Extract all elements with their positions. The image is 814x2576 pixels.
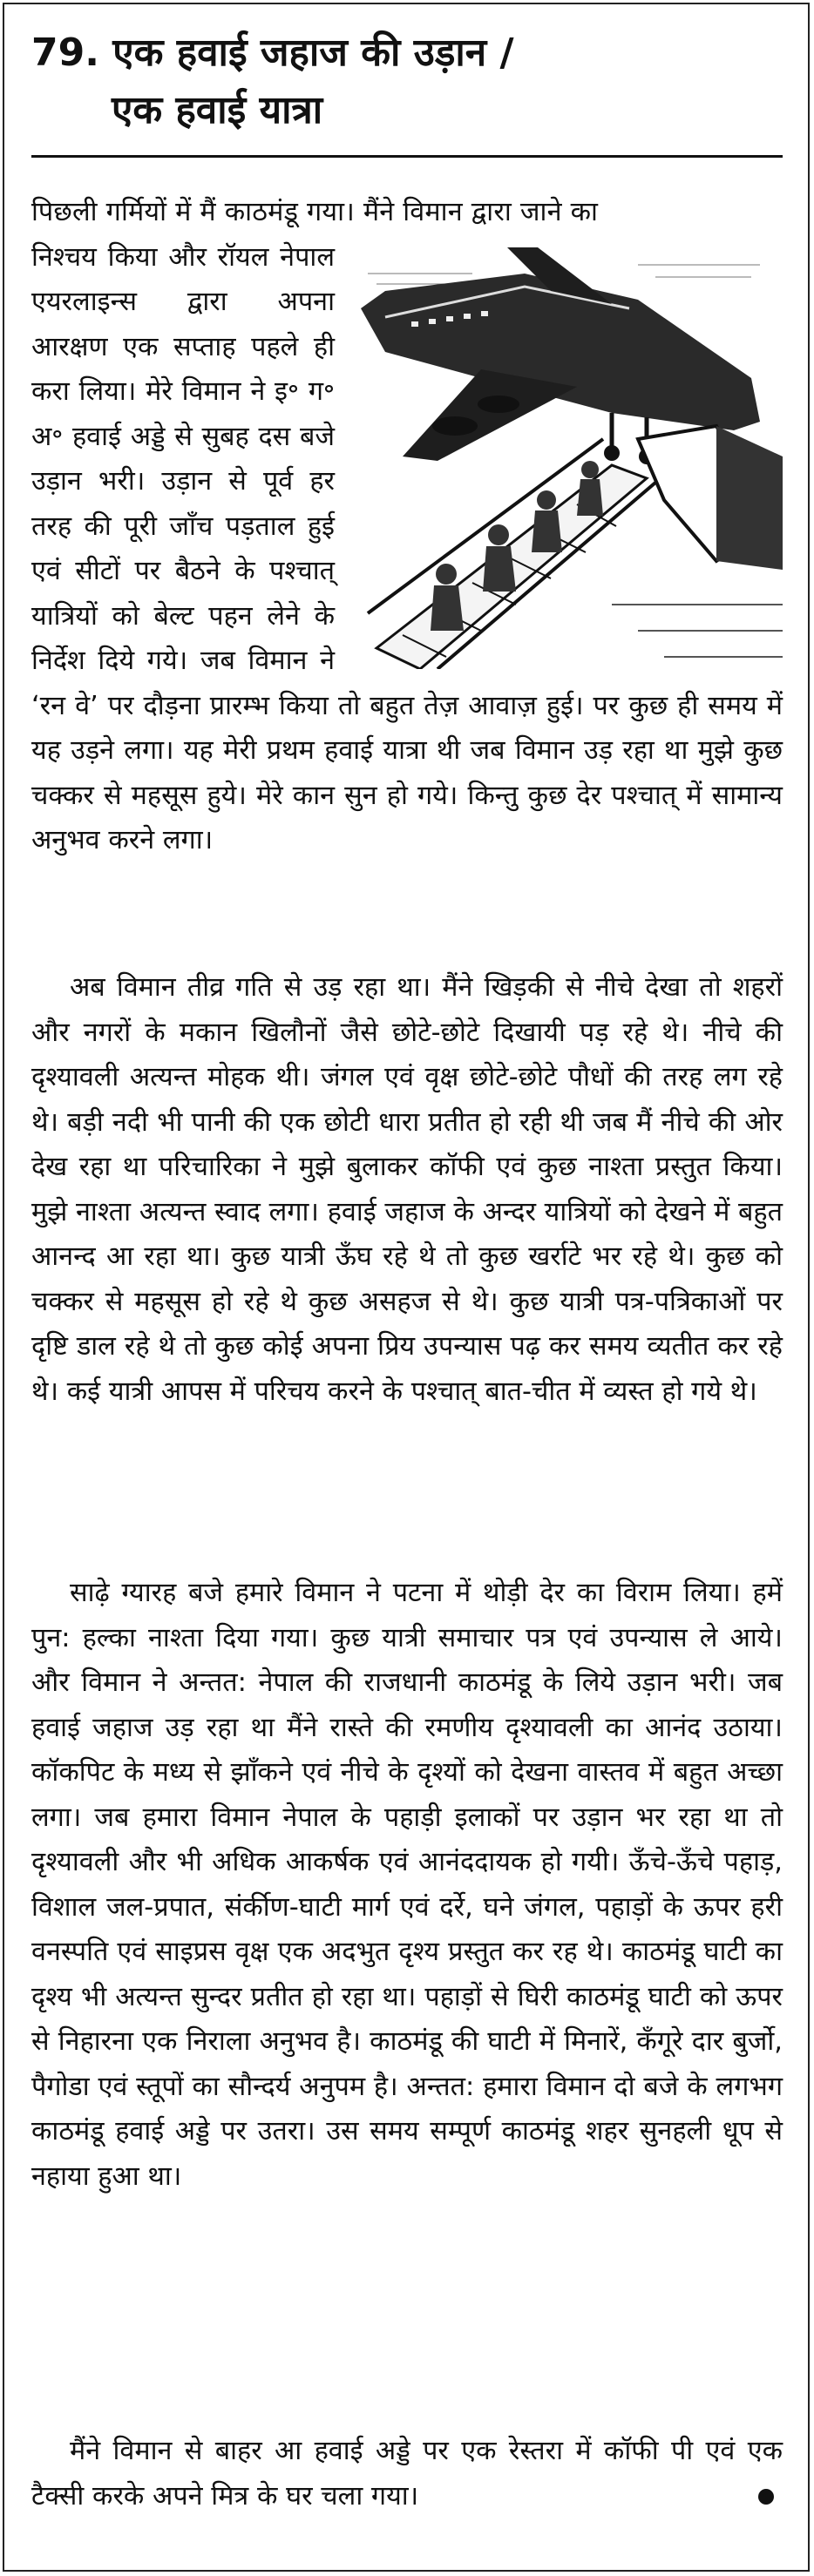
paragraph-4: मैंने विमान से बाहर आ हवाई अड्डे पर एक रेस्तरा में कॉफी पी एवं एक टैक्सी करके अपने मित्र के घर चला गया। [31,2436,783,2512]
airplane-boarding-illustration [350,239,783,669]
title-line-1 [31,24,783,82]
title-text-1: एक हवाई जहाज की उड़ान / [112,30,514,75]
title-number: 79. [31,30,99,75]
paragraph-1-body: निश्चय किया और रॉयल नेपाल एयरलाइन्स द्वारा अपना आरक्षण एक सप्ताह पहले ही करा लिया। मेरे विमान ने इ॰ ग॰ अ॰ हवाई अड्डे से सुबह दस बजे उड़ान भरी। उड़ान से पूर्व हर तरह की पूरी जाँच पड़ताल हुई एवं सीटों पर बैठने के पश्चात् यात्रियों को बेल्ट पहन लेने के निर्देश दिये गये। जब विमान ने ‘रन वे’ पर दौड़ना प्रारम्भ किया तो बहुत तेज़ आवाज़ हुई। पर कुछ ही समय में यह उड़ने लगा। यह मेरी प्रथम हवाई यात्रा थी जब विमान उड़ रहा था मुझे कुछ चक्कर से महसूस हुये। मेरे कान सुन हो गये। किन्तु कुछ देर पश्चात् में सामान्य अनुभव करने लगा। [31,241,783,855]
page-title [31,24,783,139]
paragraph-1 [31,190,783,863]
paragraph-2: अब विमान तीव्र गति से उड़ रहा था। मैंने खिड़की से नीचे देखा तो शहरों और नगरों के मकान खिलौनों जैसे छोटे-छोटे दिखायी पड़ रहे थे। नीचे की दृश्यावली अत्यन्त मोहक थी। जंगल एवं वृक्ष छोटे-छोटे पौधों की तरह लग रहे थे। बड़ी नदी भी पानी की एक छोटी धारा प्रतीत हो रही थी जब मैं नीचे की ओर देख रहा था परिचारिका ने मुझे बुलाकर कॉफी एवं कुछ नाश्ता प्रस्तुत किया। मुझे नाश्ता अत्यन्त स्वाद लगा। हवाई जहाज के अन्दर यात्रियों को देखने में बहुत आनन्द आ रहा था। कुछ यात्री ऊँघ रहे थे तो कुछ खर्राटे भर रहे थे। कुछ को चक्कर से महसूस हो रहे थे कुछ असहज से थे। कुछ यात्री पत्र-पत्रिकाओं पर दृष्टि डाल रहे थे तो कुछ कोई अपना प्रिय उपन्यास पढ़ कर समय व्यतीत कर रहे थे। कई यात्री आपस में परिचय करने के पश्चात् बात-चीत में व्यस्त हो गये थे। [31,972,783,1407]
paragraph-1-first-line: पिछली गर्मियों में मैं काठमंडू गया। मैंने विमान द्वारा जाने का [31,197,599,227]
end-bullet [758,2489,774,2505]
title-divider [31,155,783,158]
paragraph-3: साढ़े ग्यारह बजे हमारे विमान ने पटना में थोड़ी देर का विराम लिया। हमें पुन: हल्का नाश्ता दिया गया। कुछ यात्री समाचार पत्र एवं उपन्यास ले आये। और विमान ने अन्तत: नेपाल की राजधानी काठमंडू के लिये उड़ान भरी। जब हवाई जहाज उड़ रहा था मैंने रास्ते की रमणीय दृश्यावली का आनंद उठाया। कॉकपिट के मध्य से झाँकने एवं नीचे के दृश्यों को देखना वास्तव में बहुत अच्छा लगा। जब हमारा विमान नेपाल के पहाड़ी इलाकों पर उड़ान भर रहा था तो दृश्यावली और भी अधिक आकर्षक एवं आनंददायक हो गयी। ऊँचे-ऊँचे पहाड़, विशाल जल-प्रपात, संर्कीण-घाटी मार्ग एवं दर्रे, घने जंगल, पहाड़ों के ऊपर हरी वनस्पति एवं साइप्रस वृक्ष एक अदभुत दृश्य प्रस्तुत कर रह थे। काठमंडू घाटी का दृश्य भी अत्यन्त सुन्दर प्रतीत हो रहा था। पहाड़ों से घिरी काठमंडू घाटी को ऊपर से निहारना एक निराला अनुभव है। काठमंडू की घाटी में मिनारें, कँगूरे दार बुर्जो, पैगोडा एवं स्तूपों का सौन्दर्य अनुपम है। अन्तत: हमारा विमान दो बजे के लगभग काठमंडू हवाई अड्डे पर उतरा। उस समय सम्पूर्ण काठमंडू शहर सुनहली धूप से नहाया हुआ था। [31,1578,783,2192]
title-line-2: एक हवाई यात्रा [112,88,323,132]
